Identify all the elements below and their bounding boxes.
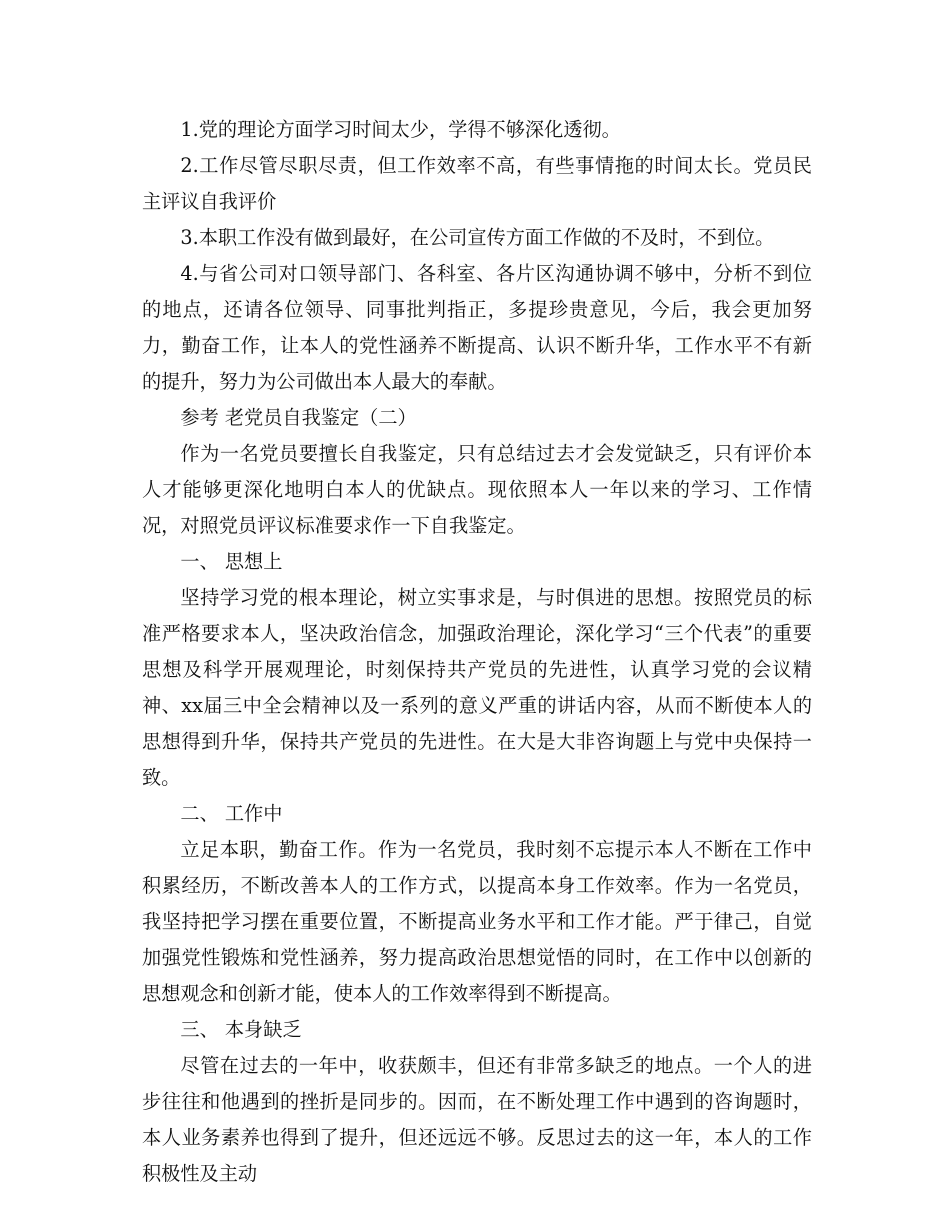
document-body [142,112,812,1192]
paragraph-work: 立足本职，勤奋工作。作为一名党员，我时刻不忘提示本人不断在工作中积累经历，不断改善本人的工作方式，以提高本身工作效率。作为一名党员，我坚持把学习摆在重要位置，不断提高业务水平和工作才能。严于律己，自觉加强党性锻炼和党性涵养，努力提高政治思想觉悟的同时，在工作中以创新的思想观念和创新才能，使本人的工作效率得到不断提高。 [142,838,812,1005]
paragraph-3: 3.本职工作没有做到最好，在公司宣传方面工作做的不及时，不到位。 [180,226,775,249]
paragraph-shortcomings: 尽管在过去的一年中，收获颇丰，但还有非常多缺乏的地点。一个人的进步往往和他遇到的挫折是同步的。因而，在不断处理工作中遇到的咨询题时，本人业务素养也得到了提升，但还远远不够。反思过去的这一年，本人的工作积极性及主动 [142,1054,812,1185]
paragraph-thought: 坚持学习党的根本理论，树立实事求是，与时俱进的思想。按照党员的标准严格要求本人，坚决政治信念，加强政治理论，深化学习“三个代表”的重要思想及科学开展观理论，时刻保持共产党员的先进性，认真学习党的会议精神、xx届三中全会精神以及一系列的意义严重的讲话内容，从而不断使本人的思想得到升华，保持共产党员的先进性。在大是大非咨询题上与党中央保持一致。 [142,586,812,789]
paragraph-1: 1.党的理论方面学习时间太少，学得不够深化透彻。 [180,118,621,141]
paragraph-2: 2.工作尽管尽职尽责，但工作效率不高，有些事情拖的时间太长。党员民主评议自我评价 [142,154,812,213]
heading-shortcomings: 三、 本身缺乏 [180,1018,302,1041]
section-title: 参考 老党员自我鉴定（二） [180,406,417,429]
heading-thought: 一、 思想上 [180,550,283,573]
heading-work: 二、 工作中 [180,802,283,825]
paragraph-4: 4.与省公司对口领导部门、各科室、各片区沟通协调不够中，分析不到位的地点，还请各位领导、同事批判指正，多提珍贵意见，今后，我会更加努力，勤奋工作，让本人的党性涵养不断提高、认识不断升华，工作水平不有新的提升，努力为公司做出本人最大的奉献。 [142,262,812,393]
intro-paragraph: 作为一名党员要擅长自我鉴定，只有总结过去才会发觉缺乏，只有评价本人才能够更深化地明白本人的优缺点。现依照本人一年以来的学习、工作情况，对照党员评议标准要求作一下自我鉴定。 [142,442,812,537]
